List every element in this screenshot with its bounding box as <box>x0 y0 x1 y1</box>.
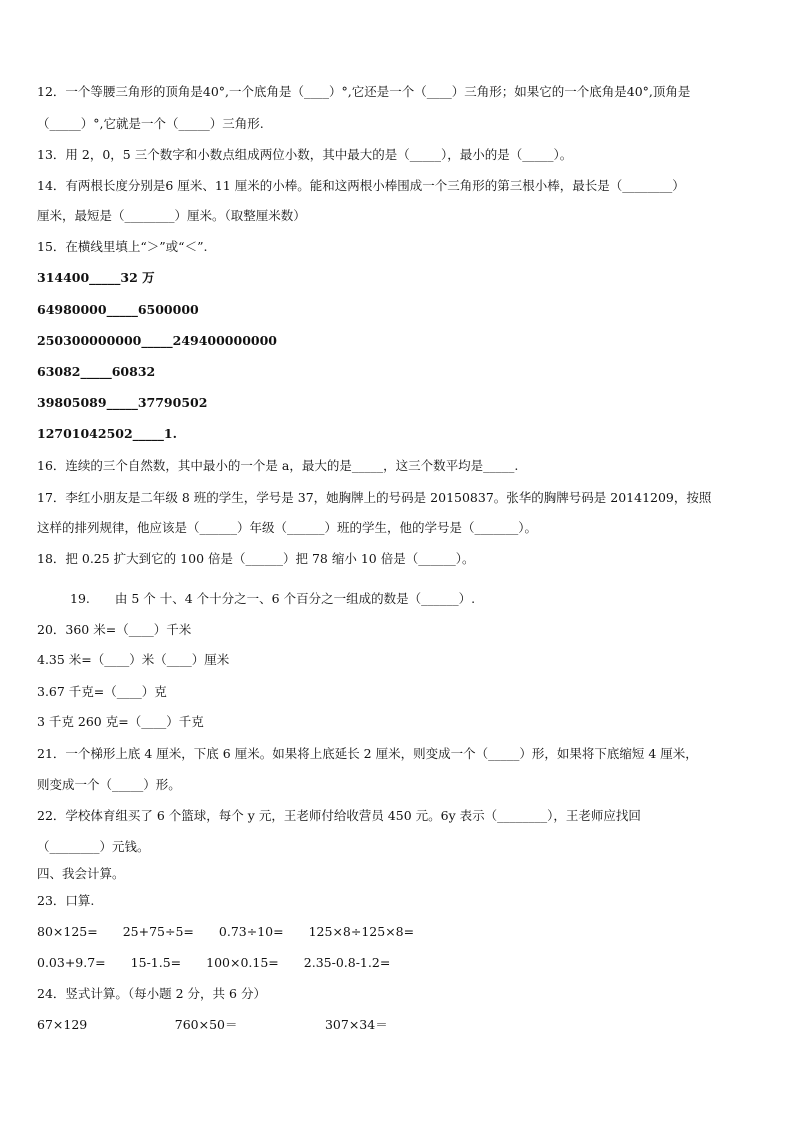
question-22-line-2: （________）元钱。 <box>37 839 150 854</box>
question-19: 19. 由 5 个 十、4 个十分之一、6 个百分之一组成的数是（______）. <box>70 591 476 606</box>
question-15-item-1: 314400_____32 万 <box>37 270 155 285</box>
question-15-item-2: 64980000_____6500000 <box>37 302 199 317</box>
question-14-line-1: 14．有两根长度分别是6 厘米、11 厘米的小棒。能和这两根小棒围成一个三角形的第三根小棒，最长是（________） <box>37 178 685 193</box>
question-21-line-2: 则变成一个（_____）形。 <box>37 777 181 792</box>
question-20-item-1: 4.35 米=（____）米（____）厘米 <box>37 652 230 667</box>
question-20-item-3: 3 千克 260 克=（____）千克 <box>37 714 204 729</box>
question-15-item-3: 250300000000_____249400000000 <box>37 333 277 348</box>
question-20: 20．360 米=（____）千米 <box>37 622 192 637</box>
question-16: 16．连续的三个自然数，其中最小的一个是 a，最大的是_____，这三个数平均是_____. <box>37 458 519 473</box>
question-13: 13．用 2，0，5 三个数字和小数点组成两位小数，其中最大的是（_____），最小的是（_____）。 <box>37 147 573 162</box>
question-14-line-2: 厘米，最短是（________）厘米。（取整厘米数） <box>37 208 306 223</box>
question-12-line-2: （_____）°,它就是一个（_____）三角形. <box>37 116 264 131</box>
question-24: 24．竖式计算。（每小题 2 分，共 6 分） <box>37 986 266 1001</box>
question-15-item-6: 12701042502_____1. <box>37 426 177 441</box>
question-23: 23．口算. <box>37 893 95 908</box>
question-21-line-1: 21．一个梯形上底 4 厘米，下底 6 厘米。如果将上底延长 2 厘米，则变成一个（_____）形，如果将下底缩短 4 厘米， <box>37 746 698 761</box>
question-23-row-2: 0.03+9.7= 15-1.5= 100×0.15= 2.35-0.8-1.2= <box>37 955 391 970</box>
question-15-item-4: 63082_____60832 <box>37 364 156 379</box>
question-23-row-1: 80×125= 25+75÷5= 0.73÷10= 125×8÷125×8= <box>37 924 415 939</box>
question-20-item-2: 3.67 千克=（____）克 <box>37 684 167 699</box>
question-18: 18．把 0.25 扩大到它的 100 倍是（______）把 78 缩小 10 倍是（______）。 <box>37 551 475 566</box>
question-12-line-1: 12．一个等腰三角形的顶角是40°,一个底角是（____）°,它还是一个（____）三角形；如果它的一个底角是40°,顶角是 <box>37 84 691 99</box>
question-22-line-1: 22．学校体育组买了 6 个篮球，每个 y 元，王老师付给收营员 450 元。6y 表示（________），王老师应找回 <box>37 808 641 823</box>
question-17-line-2: 这样的排列规律，他应该是（______）年级（______）班的学生，他的学号是（_______）。 <box>37 520 538 535</box>
question-24-row: 67×129 760×50＝ 307×34＝ <box>37 1017 388 1032</box>
section-4-heading: 四、我会计算。 <box>37 866 125 881</box>
question-15: 15．在横线里填上“＞”或“＜”. <box>37 239 208 254</box>
question-15-item-5: 39805089_____37790502 <box>37 395 208 410</box>
question-17-line-1: 17．李红小朋友是二年级 8 班的学生，学号是 37，她胸牌上的号码是 20150837。张华的胸牌号码是 20141209，按照 <box>37 490 712 505</box>
